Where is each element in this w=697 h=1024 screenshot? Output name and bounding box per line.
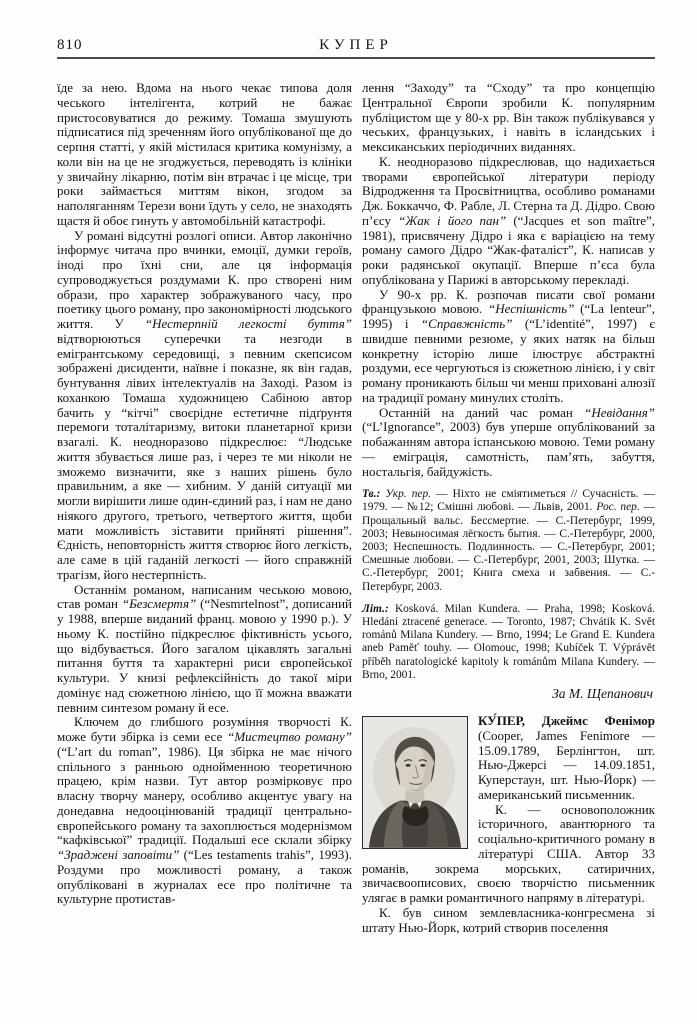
paragraph [362, 406, 655, 480]
text-segment: їде за нею. Вдома на нього чекає типова доля чеського інтелігента, котрий не бажає пристосовуватися до режиму. Томаша змушують підписатися під зреченням його опублікованої ще до серпня статті, у якій містилася критика комунізму, а коли він на це не згоджується, переводять із клініки у звичайну лікарню, потім він втрачає і це місце, три роки займається миттям вікон, згодом за наполяганням Терези вони їдуть у село, не знаходять щастя й обоє гинуть у автомобільній катастрофі. [57, 80, 352, 228]
kundera-article-continuation [362, 81, 655, 479]
text-segment: К. неодноразово підкреслював, що надихається творами європейської літератури періоду Відродження та Просвітництва, особливо романами Дж. Боккаччо, Ф. Рабле, Л. Стерна та Д. Дідро. Свою п’єсу [362, 153, 655, 228]
text-segment: Останнім романом, написаним чеською мовою, став роман [57, 581, 352, 612]
text-segment: “Справжність” [420, 316, 513, 331]
text-segment: К. — основоположник історичного, авантюрного та соціально-критичного роману в літературі США. Автор 33 романів, зокрема морських, сатиричних, звичаєвоописових, своєю творчістю письменник улягає в рамки романтичного напряму в літературі. [362, 801, 655, 906]
text-segment: відтворюються суперечки та незгоди в емігрантському середовищі, з певним скепсисом зображені дисиденти, наївне і показне, як він гадав, бунтування лівих інтелектуалів на Заході. Разом із коханкою Томаша художницею Сабіною автор бачить у “кітчі” своєрідне естетичне підґрунтя перемоги тоталітаризму, витоки планетарної кризи взагалі. К. неодноразово підкреслює: “Людське життя збувається лише раз, і через те ми ніколи не зможемо визначити, яке з наших рішень було правильним, а яке — хибним. У даній ситуації ми могли вирішити лише один-єдиний раз, і нам не дано ніякого другого, третього, четвертого життя, щоби мати можливість зіставити прийняті рішення”. Єдність, неповторність життя створює його легкість, але саме в цій гаданій легкості — його справжній трагізм, його нестерпність. [57, 330, 352, 582]
page-number: 810 [57, 37, 83, 53]
header-rule [57, 57, 655, 59]
text-segment: (“L’Ignorance”, 2003) був уперше опублікований за побажанням автора іспанською мовою. Теми роману — еміграція, самотність, пам’ять, забуття, ностальгія, байдужість. [362, 419, 655, 479]
text-segment: “Неспішність” [488, 301, 575, 317]
text-segment: — Ніхто не сміятиметься // Сучасність. — 1979. — №12; Смішні любові. — Львів, 2001. [362, 488, 656, 514]
paragraph [57, 81, 352, 229]
text-segment: (Cooper, James Fenimore — 15.09.1789, Берлінгтон, шт. Нью-Джерсі — 14.09.1851, Куперстаун, шт. Нью-Йорк) — американський письменник. [478, 727, 655, 802]
text-segment: — Прощальный вальс. Бессмертие. — С.-Петербург, 1999, 2003; Невыносимая лёгкость бытия. — С.-Петербург, 2000, 2003; Неспешность. Подлинность. — С.-Петербург, 2001; Смешные любови. — С.-Петербург, 2001, 2003; Шутка. — С.-Петербург, 2001; Книга смеха и забвения. — С.-Петербург, 2003. [362, 501, 655, 593]
text-segment: “Нестерпній легкості буття” [144, 316, 352, 331]
text-segment: “Жак і його пан” [398, 212, 507, 228]
text-segment: Укр. пер. [380, 488, 432, 501]
text-segment: Kosková. Milan Kundera. — Praha, 1998; Kosková. Hledání ztracené generace. — Toronto, 1987; Chvátik K. Svět románů Milana Kundery. — Brno, 1994; Le Grand E. Kundera aneb Paměť touhy. — Olomouc, 1998; Kubíček T. Výprávět příběh naratologické kapitoly k románům Milana Kundery. — Brno, 2001. [362, 602, 655, 681]
paragraph [57, 715, 352, 907]
text-segment: (“La lenteur”, 1995) і [362, 301, 655, 331]
text-segment: Тв.: [362, 488, 381, 501]
cooper-entry [362, 714, 655, 935]
paragraph [362, 288, 655, 406]
text-segment: (“L’art du roman”, 1986). Ця збірка не має нічого спільного з ранньою однойменною теоретичною працею, крім назви. Тут автор розмірковує про власну творчу манеру, особливо акцентує увагу на донедавна недооцінюваній традиції центрально-європейського роману та захоплюється модернізмом “кафківської” традиції. Подальші есе склали збірку [57, 743, 352, 848]
page-header [57, 37, 655, 57]
text-columns [57, 81, 655, 935]
right-column [362, 81, 655, 935]
text-segment: (“L’identité”, 1997) є швидше певними резюме, у яких натяк на більш конкретну історію лише ілюструє абстрактні роздуми, есе чергуються із сюжетною лінією, і у світ роману проникають більш чи менш приховані алюзії на традиції роману минулих століть. [362, 316, 655, 405]
bibliography-section [362, 488, 655, 682]
paragraph [362, 488, 655, 594]
paragraph [57, 583, 352, 716]
text-segment: Ключем до глибшого розуміння творчості К. може бути збірка із семи есе [57, 714, 352, 744]
paragraph [57, 229, 352, 583]
text-segment: У романі відсутні розлогі описи. Автор лаконічно інформує читача про вчинки, емоції, думки героїв, іноді про їхні сни, але ця інформація супроводжується роздумами К. про створені ним образи, про характер зображуваного часу, про поетику цього роману, про закономірності людського життя. У [57, 227, 352, 331]
text-segment: (“Jacques et son maître”, 1981), присвячену Дідро і яка є варіацією на тему роману самого Дідро “Жак-фаталіст”, К. написав у роки радянської окупації. Вперше п’єса була опублікована у Парижі в авторському перекладі. [362, 212, 656, 287]
text-segment: Останній на даний час роман [379, 404, 585, 420]
text-segment: (“Les testaments trahis”, 1993). Роздуми про можливості роману, а також опубліковані в журналах есе про політичне та культурне протистав- [57, 847, 352, 907]
paragraph [362, 603, 655, 682]
text-segment: У 90-х рр. К. розпочав писати свої романи французькою мовою. [362, 286, 655, 317]
text-segment: лення “Заходу” та “Сходу” та про концепцію Центральної Європи зробили К. популярним публіцистом ще у 80-х рр. Він також публікувався у чеських, французьких, і навіть в ісландських і мексиканських періодичних виданнях. [362, 80, 655, 154]
left-column [57, 81, 352, 935]
running-head: КУПЕР [319, 37, 393, 53]
paragraph [362, 81, 655, 155]
text-segment: “Мистецтво роману” [227, 729, 352, 744]
author-signature: За М. Щепанович [552, 686, 653, 702]
paragraph [362, 155, 655, 288]
text-segment: “Безсмертя” [121, 596, 197, 612]
text-segment: КУ́ПЕР, Джеймс Фенімор [478, 713, 655, 729]
text-segment: “Зраджені заповіти” [57, 847, 180, 862]
paragraph [362, 906, 655, 936]
text-segment: Рос. пер. [596, 501, 640, 514]
text-segment: К. був сином землевласника-конгресмена зі штату Нью-Йорк, котрий створив поселення [362, 904, 655, 935]
text-segment: “Невідання” [584, 404, 655, 420]
text-segment: (“Nesmrtelnost”, дописаний у 1988, вперше виданий франц. мовою у 1990 р.). У ньому К. постійно підкреслює фіктивність усього, що відбувається. Його загалом цікавлять загальні питання буття та характерні риси європейської культури. У книзі рефлексійність до такої міри домінує над сюжетною лінією, що її можна вважати певним синтезом роману й есе. [57, 596, 352, 715]
text-segment: Літ.: [362, 602, 389, 615]
cooper-portrait-image [362, 716, 468, 849]
